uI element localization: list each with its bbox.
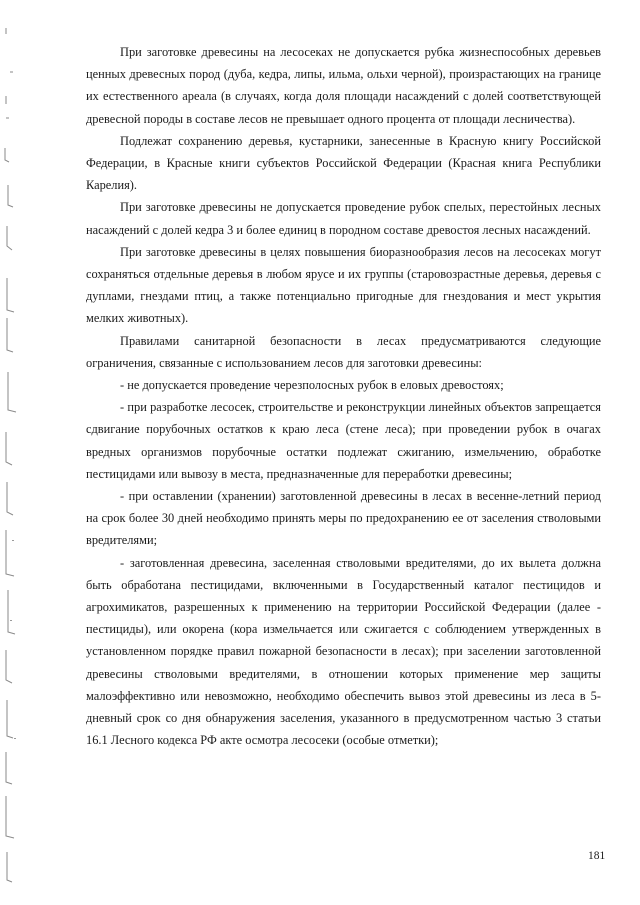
paragraph-biodiversity: При заготовке древесины в целях повышения биоразнообразия лесов на лесосеках могут сохраняться отдельные деревья в любом ярусе и их группы (старовозрастные деревья, деревья с дуплами, гнездами птиц, а также потенциально пригодные для гнездования и мест укрытия мелких животных). (86, 244, 601, 326)
document-body (86, 41, 601, 752)
list-item-infested-wood: - заготовленная древесина, заселенная стволовыми вредителями, до их вылета должна быть обработана пестицидами, включенными в Государственный каталог пестицидов и агрохимикатов, разрешенных к применению на территории Российской Федерации (далее - пестициды), или окорена (кора измельчается или сжигается с соблюдением утвержденных в установленном порядке правил пожарной безопасности в лесах); при заселении заготовленной древесины стволовыми вредителями, в отношении которых применение мер защиты малоэффективно или невозможно, необходимо обеспечить вывоз этой древесины из леса в 5-дневный срок со дня обнаружения заселения, указанного в предусмотренном частью 3 статьи 16.1 Лесного кодекса РФ акте осмотра лесосеки (особые отметки); (86, 555, 601, 748)
paragraph-cedar-stands: При заготовке древесины не допускается проведение рубок спелых, перестойных лесных насаждений с долей кедра 3 и более единиц в породном составе древостоя лесных насаждений. (86, 200, 601, 237)
page-number: 181 (588, 850, 606, 862)
list-item-wood-storage: - при оставлении (хранении) заготовленной древесины в лесах в весенне-летний период на срок более 30 дней необходимо принять меры по предохранению ее от заселения стволовыми вредителями; (86, 489, 601, 548)
binding-marks-drawing (0, 0, 34, 905)
paragraph-sanitary-rules: Правилами санитарной безопасности в лесах предусматриваются следующие ограничения, связанные с использованием лесов для заготовки древесины: (86, 333, 601, 370)
paragraph-red-book: Подлежат сохранению деревья, кустарники, занесенные в Красную книгу Российской Федерации, в Красные книги субъектов Российской Федерации (Красная книга Республики Карелия). (86, 133, 601, 193)
binding-edge-marks (0, 0, 34, 905)
list-item-logging-residue: - при разработке лесосек, строительстве и реконструкции линейных объектов запрещается сдвигание порубочных остатков к краю леса (стене леса); при проведении рубок в очагах вредных организмов порубочные остатки подлежат сжиганию, измельчению, обработке пестицидами или вывозу в места, предназначенные для переработки древесины; (86, 400, 601, 481)
paragraph-valuable-species: При заготовке древесины на лесосеках не допускается рубка жизнеспособных деревьев ценных древесных пород (дуба, кедра, липы, ильма, ольхи черной), произрастающих на границе их естественного ареала (в случаях, когда доля площади насаждений с долей соответствующей древесной породы в составе лесов не превышает одного процента от площади лесничества). (86, 45, 601, 126)
list-item-strip-cutting: - не допускается проведение черезполосных рубок в еловых древостоях; (120, 378, 504, 393)
